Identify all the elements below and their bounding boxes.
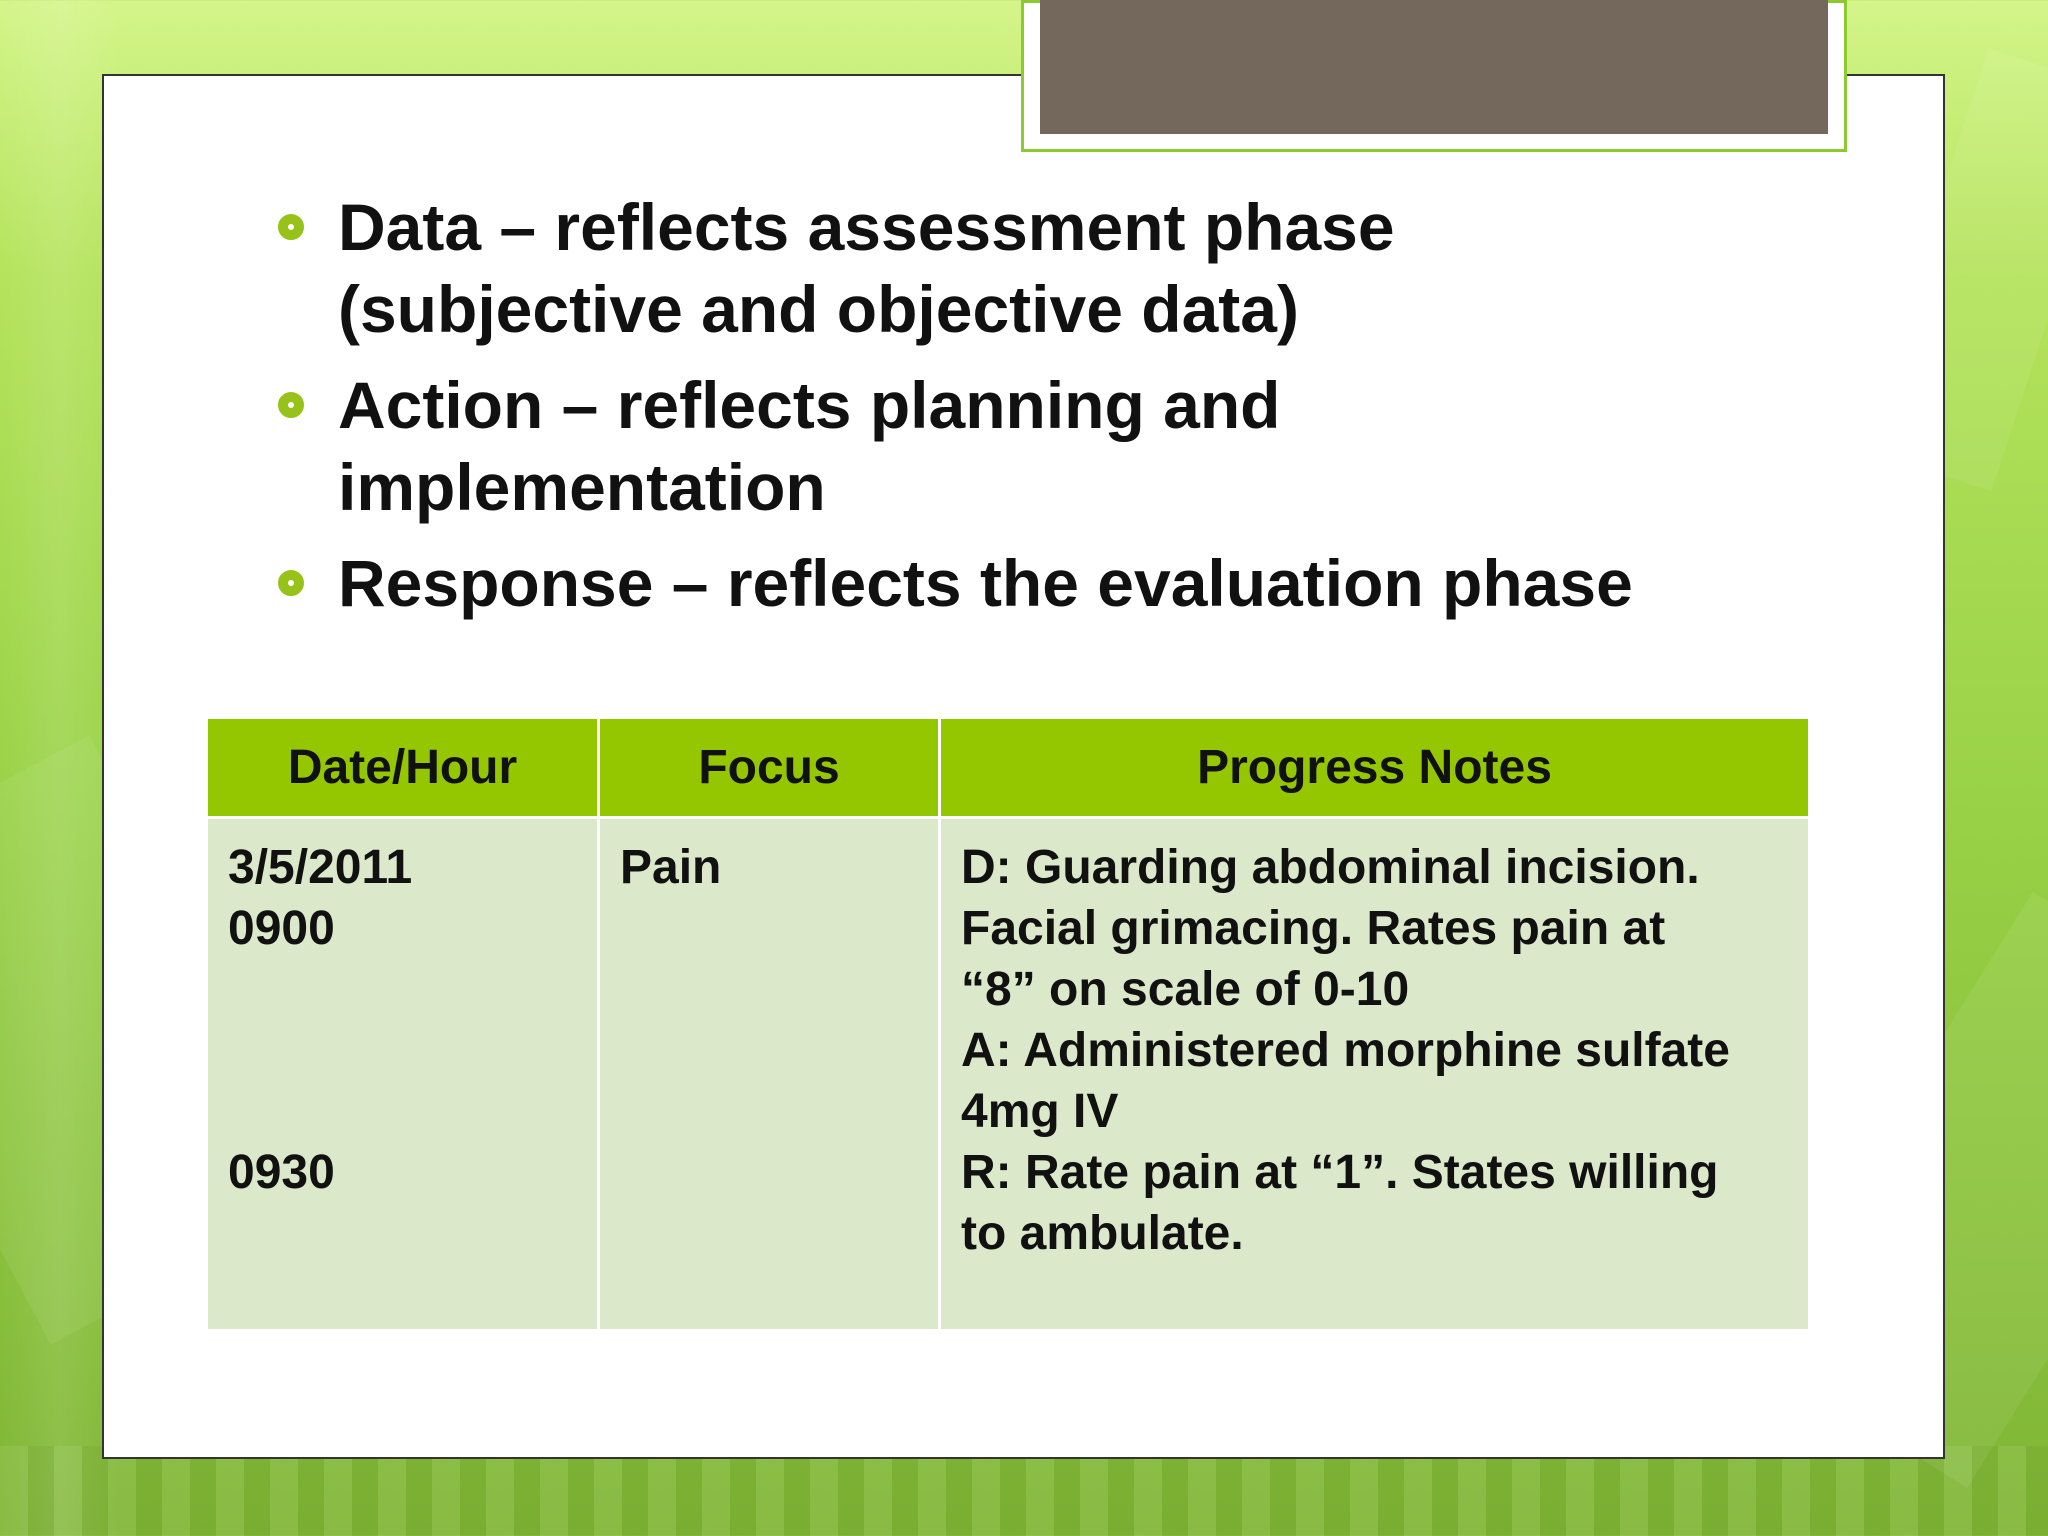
bullet-data-line-2: (subjective and objective data) [338,272,1299,346]
bullet-action [278,364,1798,528]
start-time-line: 0900 [228,902,335,955]
ring-bullet-icon [278,214,304,240]
note-line: Facial grimacing. Rates pain at [961,902,1666,955]
table-row [207,818,1810,1331]
table-header-row [207,718,1810,818]
focus-cell [599,818,940,1331]
note-line: R: Rate pain at “1”. States willing [961,1146,1719,1199]
bullet-list [278,186,1798,638]
note-line: 4mg IV [961,1085,1119,1138]
focus-header: Focus [599,718,940,818]
note-line: to ambulate. [961,1207,1244,1260]
bullet-action-line-1: Action – reflects planning and [338,368,1281,442]
ring-bullet-icon [278,392,304,418]
note-line: A: Administered morphine sulfate [961,1024,1730,1077]
date-hour-cell [207,818,599,1331]
background-stripes [0,1446,2048,1536]
progress-notes-table [205,716,1811,1332]
date-line: 3/5/2011 [228,841,413,894]
title-block [1040,0,1828,134]
date-time-gap [228,959,577,1142]
response-time-line: 0930 [228,1146,335,1199]
bullet-data [278,186,1798,350]
date-hour-header: Date/Hour [207,718,599,818]
ring-bullet-icon [278,570,304,596]
bullet-response [278,542,1798,624]
progress-notes-cell [940,818,1810,1331]
bullet-data-line-1: Data – reflects assessment phase [338,190,1395,264]
bullet-response-line-1: Response – reflects the evaluation phase [338,546,1633,620]
focus-value: Pain [620,841,722,894]
progress-notes-header: Progress Notes [940,718,1810,818]
bullet-action-line-2: implementation [338,450,826,524]
note-line: “8” on scale of 0-10 [961,963,1410,1016]
note-line: D: Guarding abdominal incision. [961,841,1700,894]
